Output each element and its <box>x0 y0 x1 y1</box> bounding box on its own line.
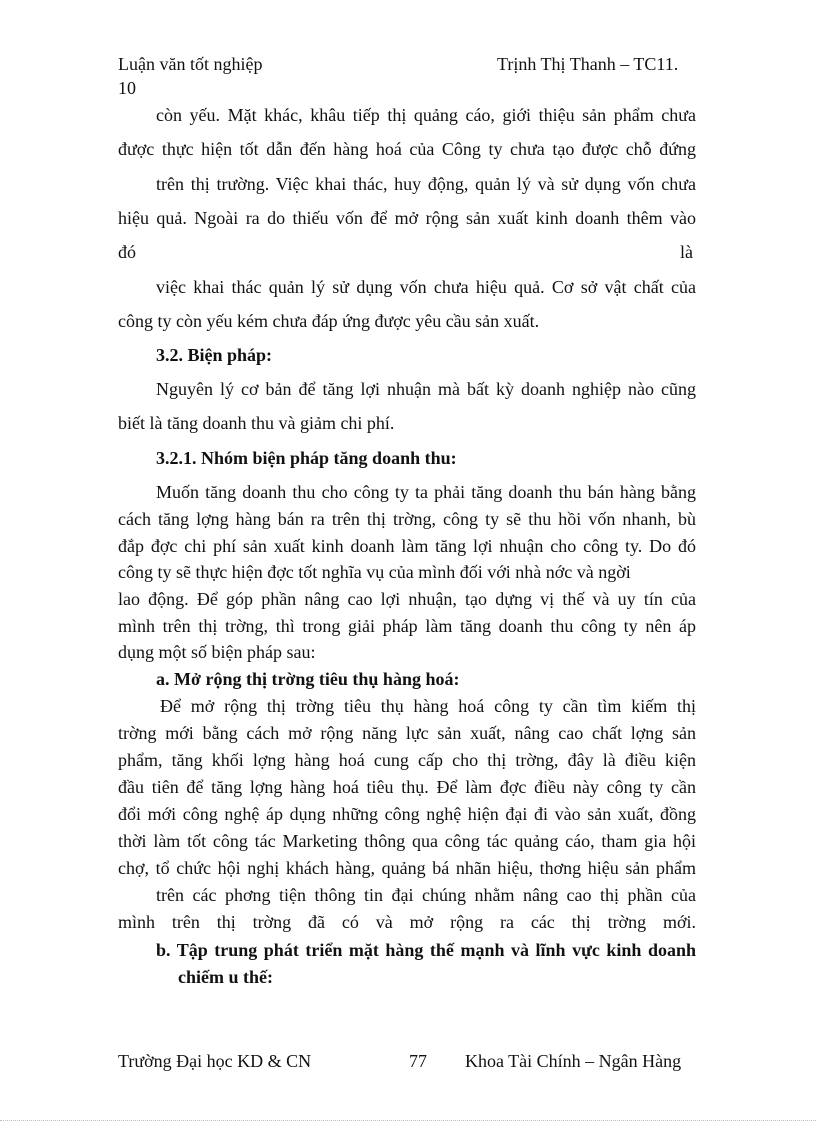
header-thesis-title: Luận văn tốt nghiệp <box>118 54 263 74</box>
body-line: hiệu quả. Ngoài ra do thiếu vốn để mở rộng sản xuất kinh doanh thêm vào <box>118 208 696 228</box>
subheading-a: a. Mở rộng thị trờng tiêu thụ hàng hoá: <box>156 669 460 689</box>
body-line: trên thị trường. Việc khai thác, huy động, quản lý và sử dụng vốn chưa <box>156 174 696 194</box>
body-line: mình trên thị trờng đã có và mở rộng ra các thị trờng mới. <box>118 912 696 932</box>
footer-page-number: 77 <box>409 1051 427 1071</box>
body-line: biết là tăng doanh thu và giảm chi phí. <box>118 413 395 433</box>
body-line: việc khai thác quản lý sử dụng vốn chưa hiệu quả. Cơ sở vật chất của <box>156 277 696 297</box>
body-line: đổi mới công nghệ áp dụng những công nghệ hiện đại đi vào sản xuất, đồng <box>118 804 696 824</box>
body-line: phẩm, tăng khối lợng hàng hoá cung cấp cho thị trờng, đây là điều kiện <box>118 750 696 770</box>
footer-faculty: Khoa Tài Chính – Ngân Hàng <box>465 1051 682 1071</box>
header-author: Trịnh Thị Thanh – TC11. <box>497 54 679 74</box>
subheading-b-cont: chiếm u thế: <box>178 967 273 987</box>
body-line: Muốn tăng doanh thu cho công ty ta phải tăng doanh thu bán hàng bằng <box>156 482 696 502</box>
body-line: trên các phơng tiện thông tin đại chúng nhằm nâng cao thị phần của <box>156 885 696 905</box>
body-line: là <box>680 242 693 262</box>
section-heading-3-2-1: 3.2.1. Nhóm biện pháp tăng doanh thu: <box>156 448 457 468</box>
body-line: Nguyên lý cơ bản để tăng lợi nhuận mà bất kỳ doanh nghiệp nào cũng <box>156 379 696 399</box>
body-line: lao động. Để góp phần nâng cao lợi nhuận, tạo dựng vị thế và uy tín của <box>118 589 696 609</box>
section-heading-3-2: 3.2. Biện pháp: <box>156 345 273 365</box>
body-line: đắp đợc chi phí sản xuất kinh doanh làm tăng lợi nhuận cho công ty. Do đó <box>118 536 696 556</box>
body-line: đó <box>118 242 136 262</box>
body-line: đầu tiên để tăng lợng hàng hoá tiêu thụ. Để làm đợc điều này công ty cần <box>118 777 696 797</box>
subheading-b: b. Tập trung phát triển mặt hàng thế mạnh và lĩnh vực kinh doanh <box>156 940 696 960</box>
footer-school: Trường Đại học KD & CN <box>118 1051 312 1071</box>
body-line: được thực hiện tốt dẫn đến hàng hoá của Công ty chưa tạo được chỗ đứng <box>118 139 696 159</box>
body-line: mình trên thị trờng, thì trong giải pháp làm tăng doanh thu công ty nên áp <box>118 616 696 636</box>
body-line: trờng mới bằng cách mở rộng năng lực sản xuất, nâng cao chất lợng sản <box>118 723 696 743</box>
body-line: thời làm tốt công tác Marketing thông qua công tác quảng cáo, tham gia hội <box>118 831 696 851</box>
body-line: còn yếu. Mặt khác, khâu tiếp thị quảng cáo, giới thiệu sản phẩm chưa <box>156 105 696 125</box>
body-line: chợ, tổ chức hội nghị khách hàng, quảng bá nhãn hiệu, thơng hiệu sản phẩm <box>118 858 696 878</box>
body-line: công ty còn yếu kém chưa đáp ứng được yêu cầu sản xuất. <box>118 311 540 331</box>
header-class-number: 10 <box>118 78 136 98</box>
body-line: Để mở rộng thị trờng tiêu thụ hàng hoá công ty cần tìm kiếm thị <box>160 696 696 716</box>
page-bottom-border <box>0 1120 816 1121</box>
body-line: dụng một số biện pháp sau: <box>118 642 316 662</box>
body-line: công ty sẽ thực hiện đợc tốt nghĩa vụ của mình đối với nhà nớc và ngời <box>118 562 631 582</box>
body-line: cách tăng lợng hàng bán ra trên thị trờng, công ty sẽ thu hồi vốn nhanh, bù <box>118 509 696 529</box>
